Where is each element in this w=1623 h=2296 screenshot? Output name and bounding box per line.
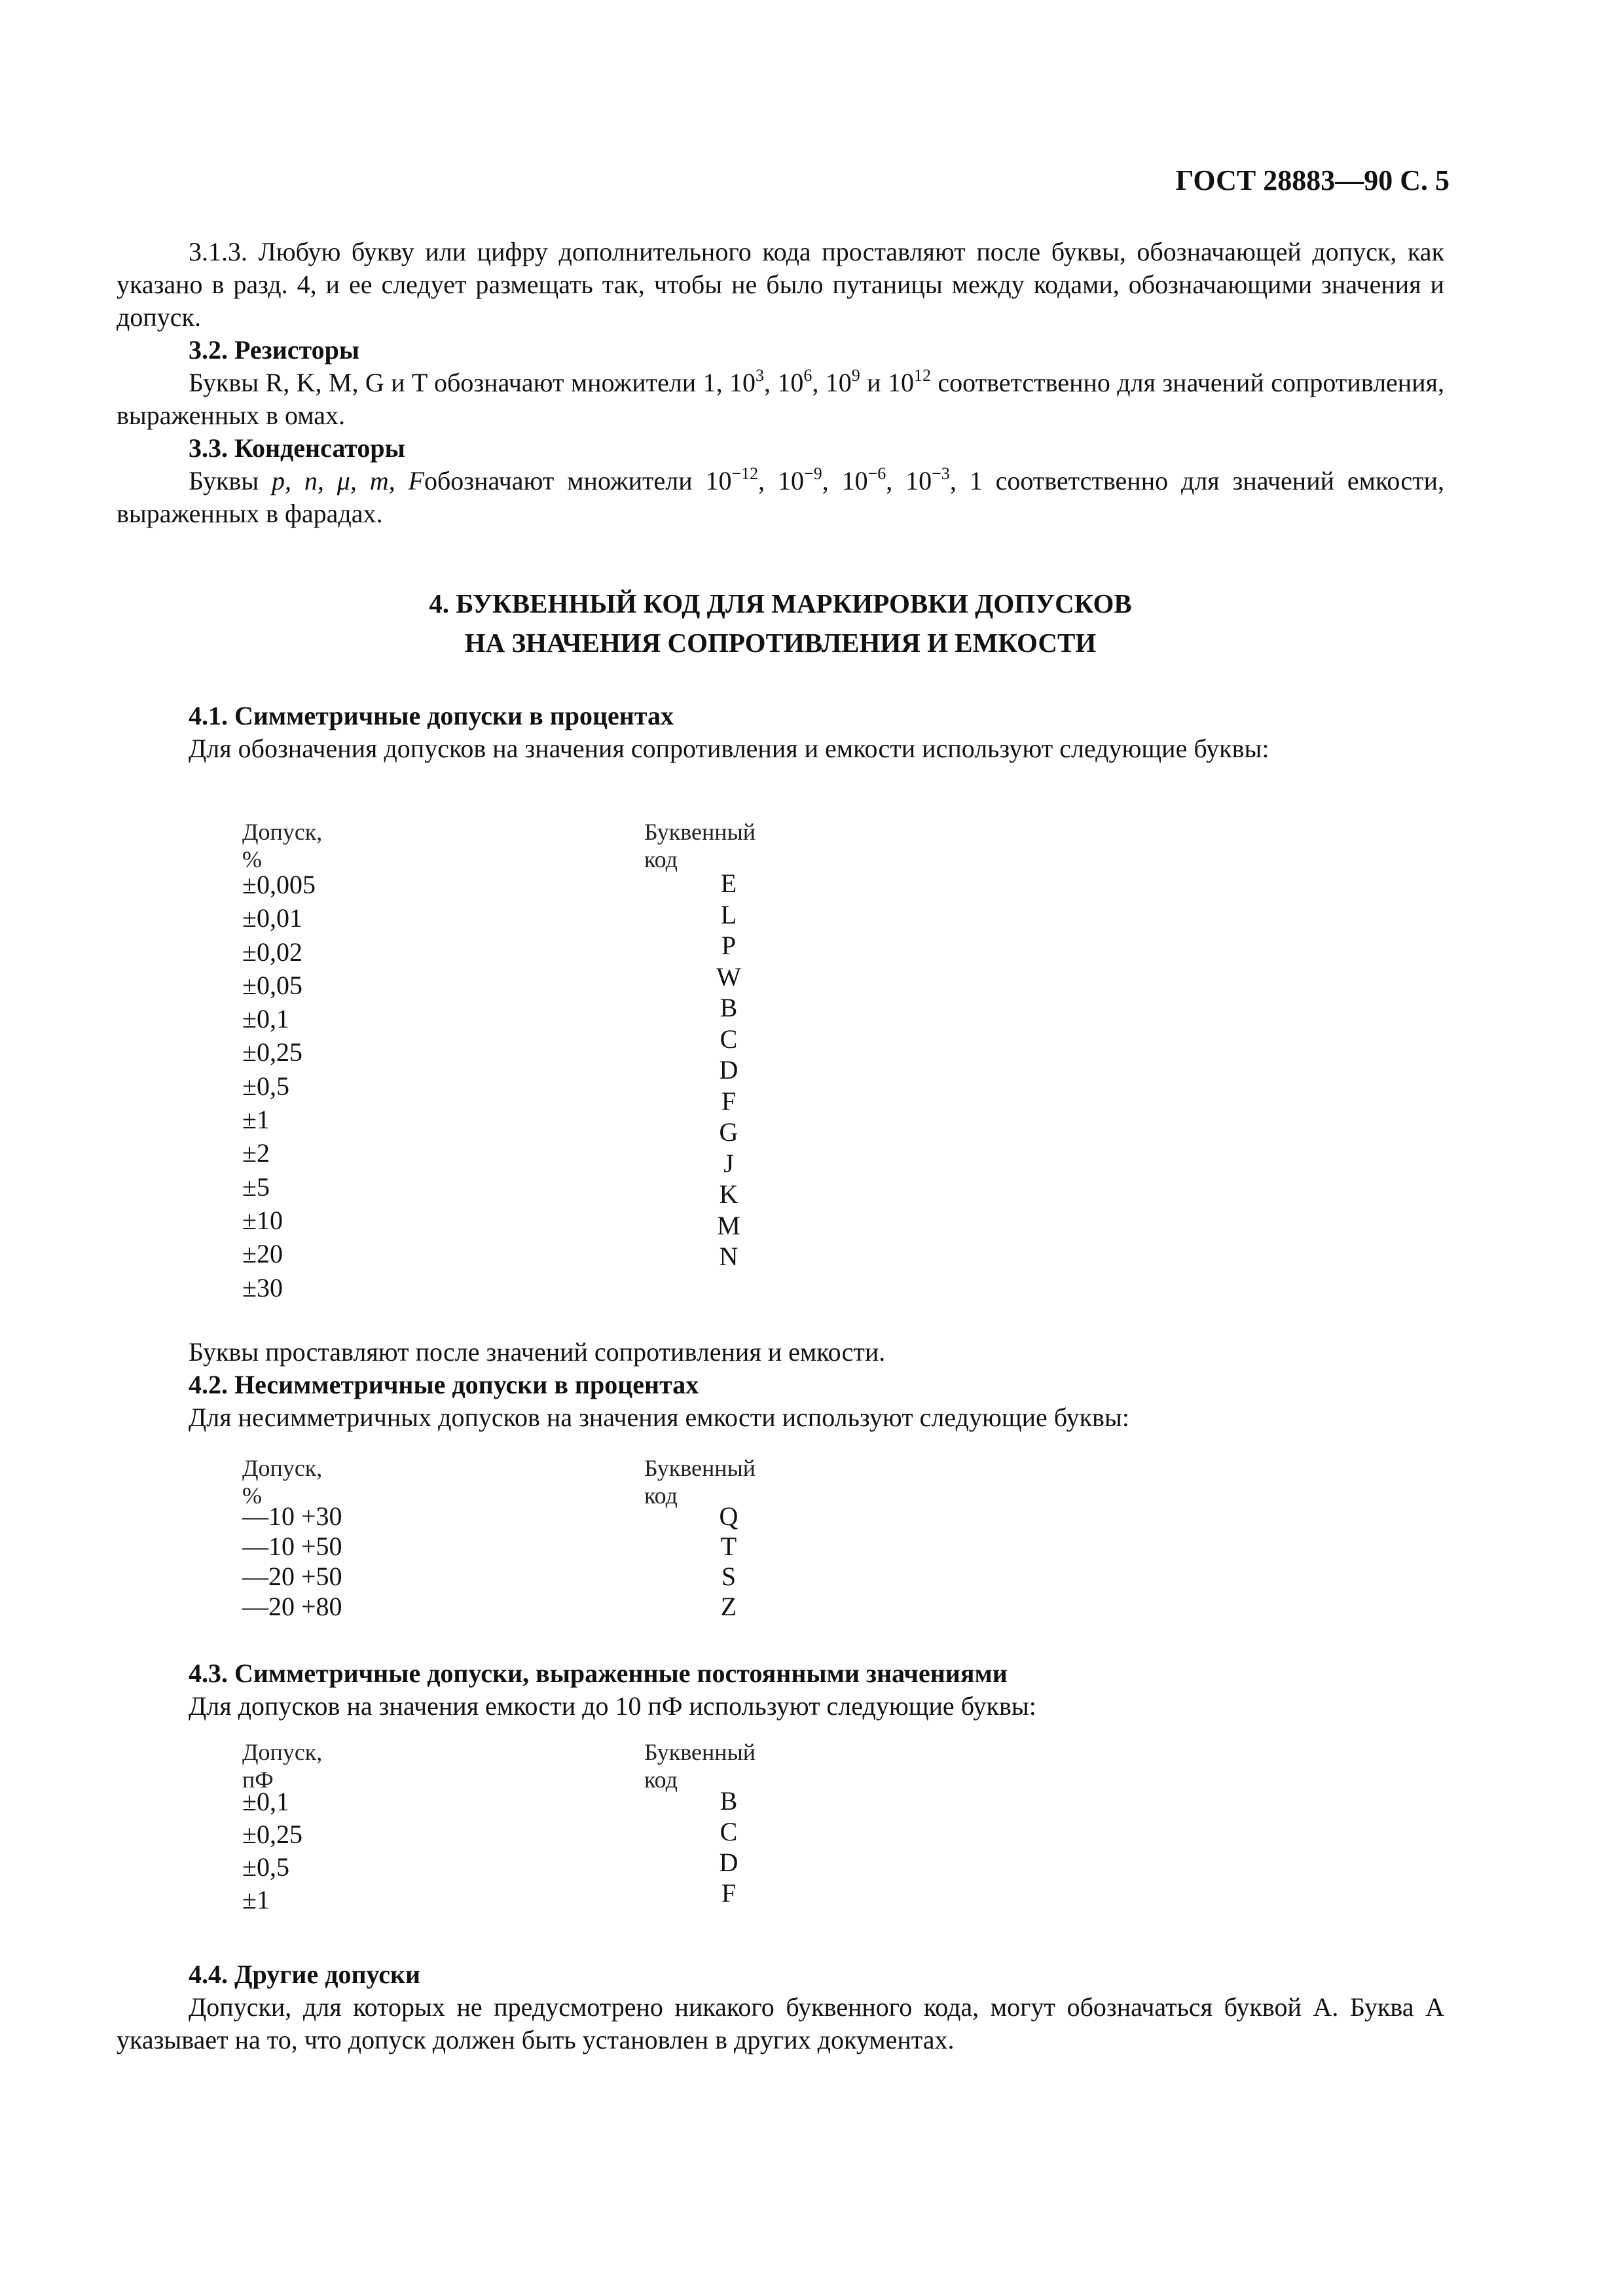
table-cell: F — [721, 1086, 737, 1116]
code-column — [709, 1501, 748, 1622]
paragraph-4-1: Для обозначения допусков на значения сопротивления и емкости используют следующие буквы: — [189, 734, 1269, 763]
table-cell: ±0,1 — [242, 1787, 289, 1816]
table-cell: K — [719, 1179, 739, 1209]
code-column — [709, 1785, 748, 1909]
paragraph-3-3: Буквы p, n, μ, m, Fобозначают множители $10^{-12}$, $10^{-9}$, $10^{-6}$, $10^{-3}$, 1 соответственно для значений емкости, выраженных в фарадах. — [117, 464, 1444, 528]
column-header-code: Буквенный код — [644, 1739, 756, 1793]
column-header-code: Буквенный код — [644, 1455, 756, 1509]
paragraph-4-3: Для допусков на значения емкости до 10 пФ используют следующие буквы: — [189, 1691, 1036, 1721]
table-cell: Z — [720, 1592, 737, 1621]
table-cell: W — [716, 961, 741, 992]
table-cell: —20 +50 — [242, 1562, 342, 1591]
section-4-title: 4. БУКВЕННЫЙ КОД ДЛЯ МАРКИРОВКИ ДОПУСКОВ НА ЗНАЧЕНИЯ СОПРОТИВЛЕНИЯ И ЕМКОСТИ — [429, 588, 1132, 658]
paragraph-after-table-1: Буквы проставляют после значений сопротивления и емкости. — [189, 1337, 886, 1367]
paragraph-3-2: Буквы R, K, M, G и T обозначают множители 1, $10^3$, $10^6$, $10^9$ и $10^{12}$ соответственно для значений сопротивления, выраженных в омах. — [117, 366, 1445, 430]
tolerance-column — [242, 1501, 342, 1622]
heading-3-3: 3.3. Конденсаторы — [189, 433, 405, 463]
table-cell: ±0,5 — [242, 1852, 289, 1882]
column-header-tolerance: Допуск, % — [242, 819, 323, 872]
table-cell: —10 +30 — [242, 1501, 342, 1531]
heading-4-1: 4.1. Симметричные допуски в процентах — [189, 701, 674, 730]
table-cell: ±20 — [242, 1239, 283, 1269]
table-cell: E — [720, 869, 737, 898]
table-cell: C — [720, 1024, 738, 1054]
section-4-4 — [117, 1958, 1444, 2056]
table-cell: ±0,01 — [242, 903, 302, 933]
table-cell: D — [719, 1848, 739, 1877]
paragraph-4-4: Допуски, для которых не предусмотрено никакого буквенного кода, могут обозначаться буквой А. Буква А указывает на то, что допуск должен быть установлен в других документах. — [117, 1992, 1444, 2054]
section-4-2 — [117, 1336, 1444, 1434]
paragraph-4-2: Для несимметричных допусков на значения емкости используют следующие буквы: — [189, 1403, 1129, 1432]
code-column — [709, 868, 748, 1272]
intro-block — [117, 236, 1444, 530]
table-cell: ±0,05 — [242, 970, 302, 1000]
table-cell: B — [720, 993, 738, 1022]
table-cell: ±2 — [242, 1138, 270, 1168]
heading-3-2: 3.2. Резисторы — [189, 335, 360, 365]
table-cell: P — [721, 931, 737, 960]
table-cell: M — [717, 1210, 740, 1240]
tolerance-column — [242, 868, 316, 1304]
table-cell: Q — [719, 1501, 739, 1531]
page-header: ГОСТ 28883—90 С. 5 — [1175, 164, 1450, 196]
table-cell: —20 +80 — [242, 1592, 342, 1621]
table-cell: ±1 — [242, 1885, 270, 1914]
column-header-tolerance: Допуск, % — [242, 1455, 323, 1509]
heading-4-4: 4.4. Другие допуски — [189, 1960, 421, 1989]
table-cell: C — [720, 1817, 738, 1846]
table-cell: ±0,1 — [242, 1004, 289, 1034]
table-cell: T — [720, 1532, 737, 1561]
heading-4-2: 4.2. Несимметричные допуски в процентах — [189, 1370, 699, 1399]
section-4-1 — [117, 700, 1444, 765]
table-cell: D — [719, 1055, 739, 1085]
table-cell: ±30 — [242, 1272, 283, 1302]
table-cell: ±5 — [242, 1172, 270, 1202]
paragraph-3-1-3: 3.1.3. Любую букву или цифру дополнительного кода проставляют после буквы, обозначающей допуск, как указано в разд. 4, и ее следует размещать так, чтобы не было путаницы между кодами, обозначающими значения и допуск. — [117, 237, 1444, 332]
table-cell: ±0,25 — [242, 1820, 302, 1849]
table-cell: ±1 — [242, 1105, 270, 1135]
section-4-3 — [117, 1657, 1444, 1723]
table-cell: ±0,02 — [242, 937, 302, 967]
table-cell: S — [721, 1562, 737, 1591]
table-cell: ±10 — [242, 1205, 283, 1235]
table-cell: B — [720, 1786, 738, 1816]
table-cell: L — [720, 899, 737, 929]
table-cell: ±0,25 — [242, 1037, 302, 1067]
column-header-tolerance: Допуск, пФ — [242, 1739, 323, 1793]
tolerance-column — [242, 1785, 302, 1916]
table-cell: N — [719, 1242, 739, 1271]
heading-4-3: 4.3. Симметричные допуски, выраженные постоянными значениями — [189, 1659, 1008, 1688]
table-cell: F — [721, 1878, 737, 1908]
table-cell: G — [719, 1117, 739, 1147]
table-cell: ±0,005 — [242, 870, 316, 899]
table-cell: J — [723, 1148, 734, 1178]
column-header-code: Буквенный код — [644, 819, 756, 872]
table-cell: ±0,5 — [242, 1071, 289, 1101]
table-cell: —10 +50 — [242, 1532, 342, 1561]
